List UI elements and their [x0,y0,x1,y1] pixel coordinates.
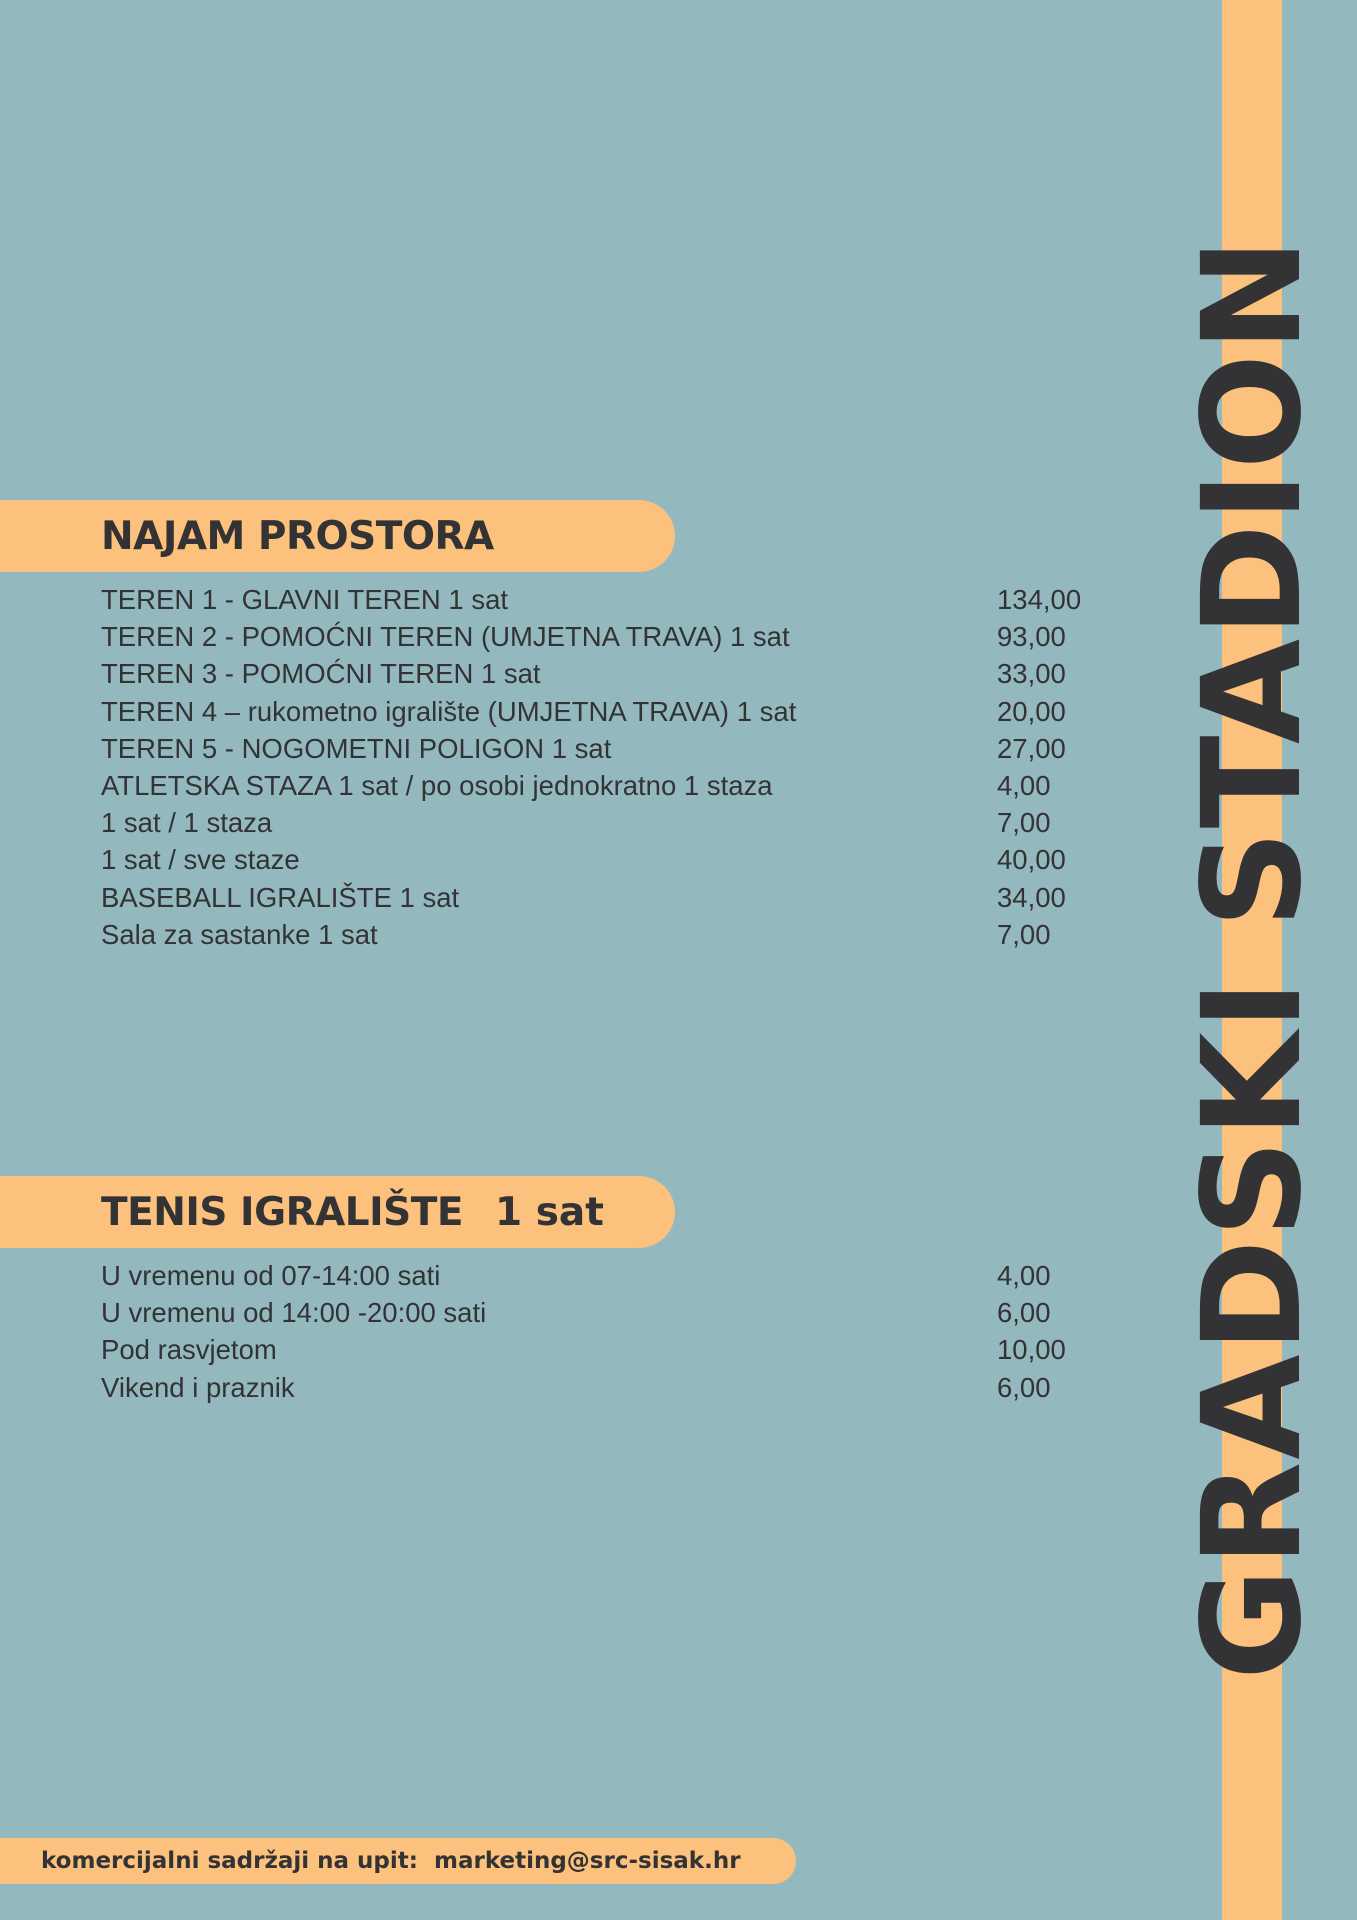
item-price: 4,00 [997,1260,1051,1291]
item-label: TEREN 1 - GLAVNI TEREN 1 sat [101,584,509,615]
item-label: Pod rasvjetom [101,1334,277,1366]
item-price: 134,00 [997,584,1082,615]
item-price: 7,00 [997,807,1051,839]
section-title-suffix: 1 sat [495,1189,604,1235]
item-price: 27,00 [997,732,1066,764]
list-item [101,767,1101,804]
list-item [101,916,1101,953]
side-title: GRADSKI STADION [1174,235,1332,1681]
price-list-najam [101,581,1101,953]
item-label: Vikend i praznik [101,1371,295,1403]
list-item [101,1331,1101,1368]
section-title: TENIS IGRALIŠTE [101,1189,463,1235]
list-item [101,693,1101,730]
item-label: TEREN 3 - POMOĆNI TEREN 1 sat [101,658,541,690]
item-label: 1 sat / sve staze [101,844,300,876]
item-price: 93,00 [997,621,1066,653]
item-label: TEREN 4 – rukometno igralište (UMJETNA TRAVA) 1 sat [101,695,797,727]
item-label: 1 sat / 1 staza [101,807,273,839]
footer-contact-text: komercijalni sadržaji na upit: marketing@src-sisak.hr [41,1848,741,1874]
item-price: 10,00 [997,1334,1066,1366]
section-header-najam [0,500,675,572]
item-label: TEREN 2 - POMOĆNI TEREN (UMJETNA TRAVA) 1 sat [101,621,790,653]
list-item [101,1257,1101,1294]
item-label: Sala za sastanke 1 sat [101,918,378,950]
item-price: 40,00 [997,844,1066,876]
item-price: 7,00 [997,918,1051,950]
section-title: NAJAM PROSTORA [101,513,494,559]
list-item [101,730,1101,767]
footer-contact-bar [0,1838,796,1884]
item-price: 6,00 [997,1297,1051,1329]
item-price: 6,00 [997,1371,1051,1403]
list-item [101,1369,1101,1406]
item-price: 4,00 [997,769,1051,801]
list-item [101,581,1101,618]
item-label: U vremenu od 14:00 -20:00 sati [101,1297,487,1329]
item-price: 33,00 [997,658,1066,690]
price-list-tenis [101,1257,1101,1406]
list-item [101,655,1101,692]
item-price: 20,00 [997,695,1066,727]
list-item [101,1294,1101,1331]
list-item [101,804,1101,841]
list-item [101,879,1101,916]
item-price: 34,00 [997,881,1066,913]
item-label: ATLETSKA STAZA 1 sat / po osobi jednokratno 1 staza [101,769,773,801]
item-label: BASEBALL IGRALIŠTE 1 sat [101,881,460,913]
list-item [101,618,1101,655]
item-label: TEREN 5 - NOGOMETNI POLIGON 1 sat [101,732,612,764]
item-label: U vremenu od 07-14:00 sati [101,1260,441,1291]
section-header-tenis [0,1176,675,1248]
list-item [101,841,1101,878]
